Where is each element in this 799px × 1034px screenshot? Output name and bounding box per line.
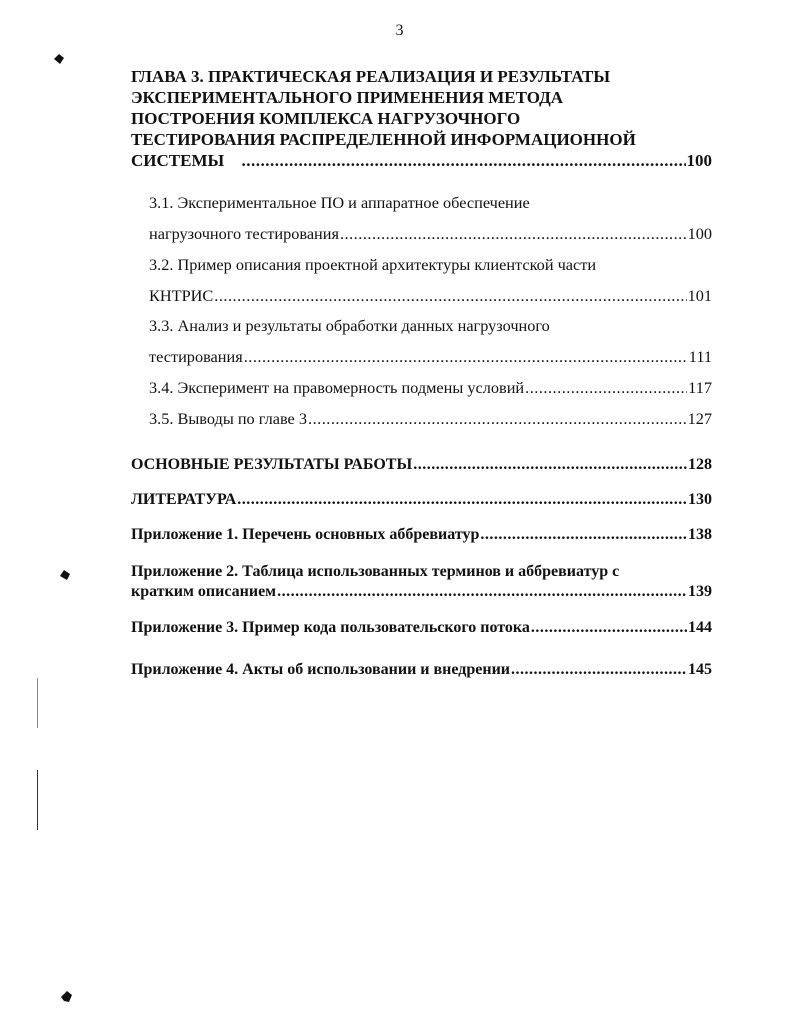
section-title: 3.3. Анализ и результаты обработки данных нагрузочного	[149, 316, 550, 335]
toc-page-number: 145	[688, 661, 712, 678]
section-title: 3.5. Выводы по главе 3	[149, 409, 307, 428]
dot-leader	[413, 455, 687, 475]
section-title-end: нагрузочного тестирования	[149, 224, 339, 243]
toc-section-3-1	[149, 193, 712, 244]
toc-appendix-4	[131, 660, 712, 680]
toc-section-3-4	[149, 378, 712, 398]
appendix-line	[131, 618, 712, 638]
dot-leader	[340, 224, 687, 244]
section-title: 3.2. Пример описания проектной архитектуры клиентской части	[149, 255, 597, 274]
chapter-title-last: СИСТЕМЫ	[131, 151, 225, 170]
dot-leader	[244, 347, 688, 367]
dot-leader	[241, 150, 685, 171]
toc-appendix-3	[131, 618, 712, 638]
toc-section-3-2	[149, 255, 712, 306]
scan-margin-line	[37, 770, 38, 830]
literature-title: ЛИТЕРАТУРА	[131, 491, 237, 508]
section-title: 3.1. Экспериментальное ПО и аппаратное обеспечение	[149, 193, 530, 212]
main-results-title: ОСНОВНЫЕ РЕЗУЛЬТАТЫ РАБОТЫ	[131, 456, 413, 473]
section-title-line	[149, 378, 712, 398]
toc-page-number: 138	[688, 526, 712, 543]
toc-page-number: 111	[688, 347, 712, 366]
toc-page-number: 128	[688, 456, 712, 473]
appendix-title: Приложение 1. Перечень основных аббревиатур	[131, 526, 480, 543]
page-number: 3	[395, 22, 404, 39]
literature-line	[131, 490, 712, 510]
toc-page-number: 100	[686, 151, 712, 170]
toc-page-number: 130	[688, 491, 712, 508]
toc-main-results	[131, 455, 712, 475]
appendix-line	[131, 525, 712, 545]
dot-leader	[308, 409, 687, 429]
toc-page-number: 117	[688, 378, 712, 397]
toc-chapter-3	[131, 66, 712, 171]
dot-leader	[214, 286, 686, 306]
toc-page-number: 127	[687, 409, 712, 428]
dot-leader	[480, 525, 687, 545]
appendix-title: Приложение 3. Пример кода пользовательского потока	[131, 619, 530, 636]
appendix-title-cont	[131, 582, 712, 602]
appendix-title: Приложение 4. Акты об использовании и внедрении	[131, 661, 511, 678]
toc-page-number: 101	[687, 286, 712, 305]
toc-appendix-2	[131, 562, 712, 602]
toc-section-3-5	[149, 409, 712, 429]
toc-page-number: 100	[687, 224, 712, 243]
toc-page-number: 144	[688, 619, 712, 636]
scan-margin-line	[37, 678, 38, 728]
section-title-cont	[149, 347, 712, 367]
dot-leader	[237, 490, 687, 510]
chapter-title-line-4: ТЕСТИРОВАНИЯ РАСПРЕДЕЛЕННОЙ ИНФОРМАЦИОННОЙ	[131, 130, 636, 149]
chapter-title-line-1: ГЛАВА 3. ПРАКТИЧЕСКАЯ РЕАЛИЗАЦИЯ И РЕЗУЛЬТАТЫ	[131, 67, 611, 86]
scan-mark-icon	[60, 990, 74, 1004]
appendix-line	[131, 660, 712, 680]
section-title-line	[149, 409, 712, 429]
section-title-end: тестирования	[149, 347, 243, 366]
main-results-line	[131, 455, 712, 475]
chapter-title-line-2: ЭКСПЕРИМЕНТАЛЬНОГО ПРИМЕНЕНИЯ МЕТОДА	[131, 88, 564, 107]
toc-literature	[131, 490, 712, 510]
chapter-title-line-5	[131, 150, 712, 171]
dot-leader	[511, 660, 687, 680]
section-title: 3.4. Эксперимент на правомерность подмены условий	[149, 378, 525, 397]
appendix-title-end: кратким описанием	[131, 583, 277, 600]
toc-appendix-1	[131, 525, 712, 545]
scan-mark-icon	[58, 568, 72, 582]
toc-page-number: 139	[688, 583, 712, 600]
appendix-title: Приложение 2. Таблица использованных терминов и аббревиатур с	[131, 563, 620, 580]
section-title-cont	[149, 224, 712, 244]
chapter-title-line-3: ПОСТРОЕНИЯ КОМПЛЕКСА НАГРУЗОЧНОГО	[131, 109, 521, 128]
scan-mark-icon	[52, 52, 66, 66]
dot-leader	[525, 378, 687, 398]
dot-leader	[531, 618, 687, 638]
section-title-cont	[149, 286, 712, 306]
dot-leader	[277, 582, 687, 602]
toc-section-3-3	[149, 316, 712, 367]
section-title-end: КНТРИС	[149, 286, 214, 305]
